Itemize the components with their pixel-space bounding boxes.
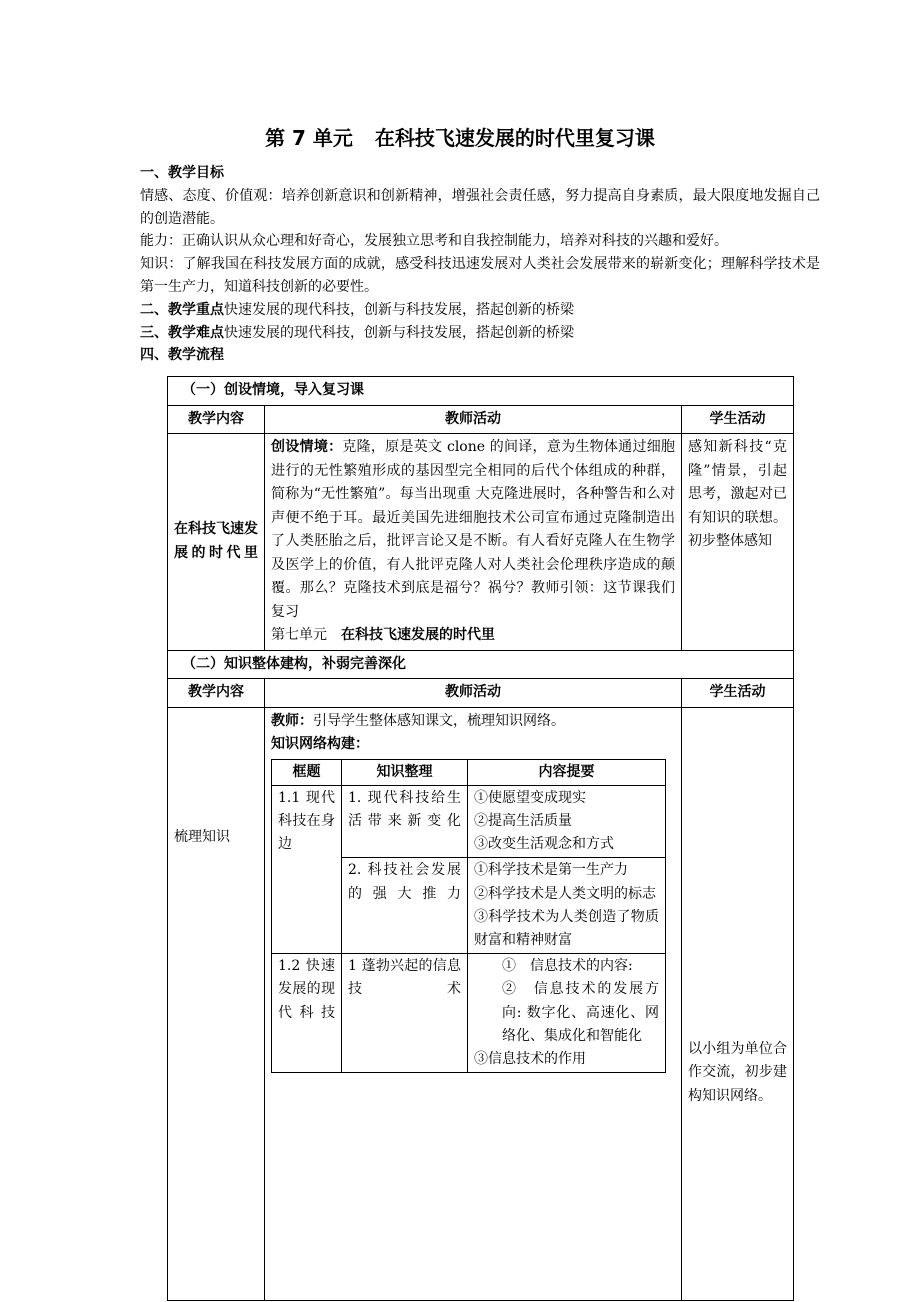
col-header-content-2: 教学内容 [168, 679, 265, 708]
goal-emotion: 情感、态度、价值观：培养创新意识和创新精神，增强社会责任感，努力提高自身素质，最大限度地发掘自己的创造潜能。 [140, 187, 820, 227]
summary-2-item-2: ②科学技术是人类文明的标志 [474, 885, 656, 902]
network-header-summary: 内容提要 [468, 759, 666, 785]
summary-1-item-3: ③改变生活观念和方式 [474, 836, 614, 853]
content-row-1 [168, 434, 794, 651]
knowledge-network-table [271, 759, 666, 1074]
col-header-teacher: 教师活动 [265, 405, 682, 434]
key-points-label: 二、教学重点 [140, 301, 224, 318]
summary-3-item-3: ③信息技术的作用 [474, 1050, 586, 1067]
network-row-3 [272, 954, 666, 1073]
part1-title: （一）创设情境，导入复习课 [168, 377, 794, 406]
summary-2-item-3: ③科学技术为人类创造了物质财富和精神财富 [474, 908, 659, 948]
row1-teacher-unit-title: 在科技飞速发展的时代里 [341, 627, 495, 643]
row1-teacher [265, 434, 682, 651]
difficult-points [140, 322, 820, 345]
heading-flow: 四、教学流程 [140, 347, 224, 364]
row1-student: 感知新科技“克隆”情景，引起思考，激起对已有知识的联想。初步整体感知 [682, 434, 794, 651]
section-row-1 [168, 377, 794, 406]
summary-3-item-2: ② 信息技术的发展方向: 数字化、高速化、网络化、集成化和智能化 [502, 981, 659, 1044]
network-row-1 [272, 785, 666, 858]
header-row-2 [168, 679, 794, 708]
goal-knowledge: 知识：了解我国在科技发展方面的成就，感受科技迅速发展对人类社会发展带来的崭新变化；理解科学技术是第一生产力，知道科技创新的必要性。 [140, 256, 820, 295]
summary-1-item-2: ②提高生活质量 [474, 812, 572, 829]
row1-teacher-label: 创设情境： [271, 439, 343, 455]
network-label: 知识网络构建： [271, 736, 369, 752]
difficult-points-text: 快速发展的现代科技，创新与科技发展，搭起创新的桥梁 [224, 324, 574, 341]
summary-2-item-1: ①科学技术是第一生产力 [474, 862, 628, 879]
row1-teacher-unit: 第七单元 [271, 627, 327, 643]
network-header-knowledge: 知识整理 [342, 759, 468, 785]
difficult-points-label: 三、教学难点 [140, 324, 224, 341]
row2-teacher-intro [271, 710, 675, 734]
key-points-text: 快速发展的现代科技，创新与科技发展，搭起创新的桥梁 [224, 301, 574, 318]
knowledge-1: 1. 现代科技给生活带来新变化 [342, 785, 468, 858]
frame-1-1: 1.1 现代科技在身边 [272, 785, 342, 953]
title-unit: 第 7 单元 [265, 126, 353, 150]
key-points [140, 299, 820, 322]
part2-title: （二）知识整体建构，补弱完善深化 [168, 650, 794, 679]
network-header-frame: 框题 [272, 759, 342, 785]
row2-teacher [265, 707, 682, 1300]
summary-1 [468, 785, 666, 858]
heading-goals: 一、教学目标 [140, 165, 224, 181]
summary-2 [468, 858, 666, 954]
content-row-2 [168, 707, 794, 1300]
goal-ability: 能力：正确认识从众心理和好奇心，发展独立思考和自我控制能力，培养对科技的兴趣和爱好。 [140, 233, 728, 250]
summary-3-item-1: ① 信息技术的内容: [502, 958, 633, 975]
network-header-row [272, 759, 666, 785]
col-header-student-2: 学生活动 [682, 679, 794, 708]
row2-student: 以小组为单位合作交流，初步建构知识网络。 [682, 707, 794, 1300]
page-title [0, 122, 920, 151]
col-header-content: 教学内容 [168, 405, 265, 434]
col-header-student: 学生活动 [682, 405, 794, 434]
knowledge-2: 2. 科技社会发展的强大推力 [342, 858, 468, 954]
title-topic: 在科技飞速发展的时代里复习课 [374, 126, 655, 150]
frame-1-2: 1.2 快速发展的现代科技 [272, 954, 342, 1073]
header-row-1 [168, 405, 794, 434]
section-row-2 [168, 650, 794, 679]
summary-3 [468, 954, 666, 1073]
row1-content: 在科技飞速发展的时代里 [168, 434, 265, 651]
row2-teacher-label: 教师： [271, 712, 313, 729]
row2-teacher-text: 引导学生整体感知课文，梳理知识网络。 [313, 712, 565, 729]
col-header-teacher-2: 教师活动 [265, 679, 682, 708]
row2-content: 梳理知识 [168, 707, 265, 1300]
summary-1-item-1: ①使愿望变成现实 [474, 789, 586, 806]
row1-teacher-text: 克隆，原是英文 clone 的间译，意为生物体通过细胞进行的无性繁殖形成的基因型完全相同的后代个体组成的种群，简称为“无性繁殖”。每当出现重 大克隆进展时，各种警告和么对声便不绝于耳。最近美国先进细胞技术公司宣布通过克隆制造出了人类胚胎之后，批评言论又是不断。有人看好克隆人在生物学及医学上的价值，有人批评克隆人对人类社会伦理秩序造成的颠覆。那么？克隆技术到底是福兮？祸兮？教师引领：这节课我们复习 [271, 439, 675, 620]
intro-section [140, 162, 820, 367]
knowledge-3: 1 蓬勃兴起的信息技术 [342, 954, 468, 1073]
teaching-flow-table [167, 376, 794, 1301]
